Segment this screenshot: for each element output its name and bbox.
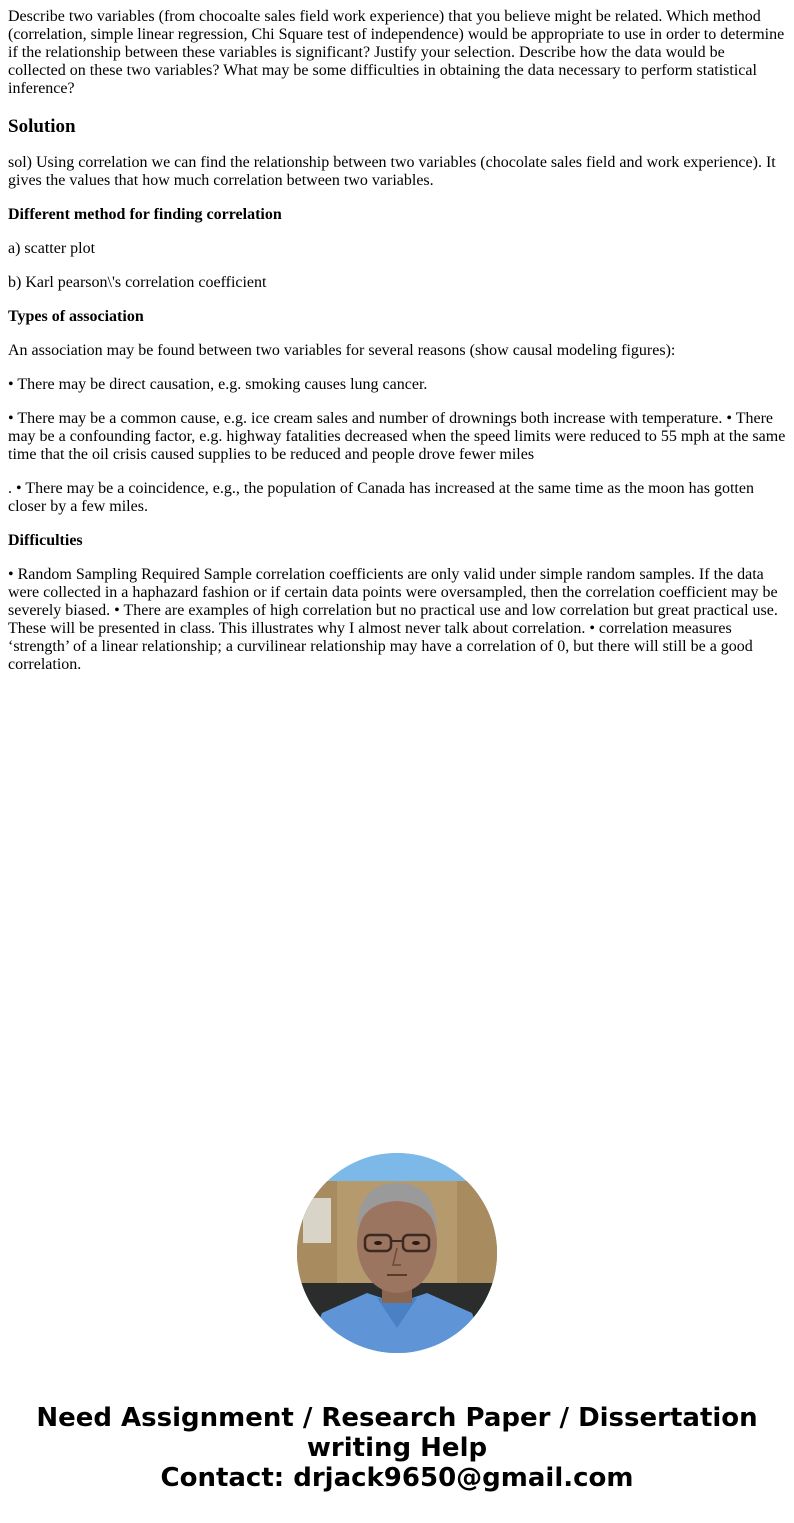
methods-heading: Different method for finding correlation (8, 206, 282, 223)
association-heading: Types of association (8, 308, 144, 325)
person-photo-icon (297, 1153, 497, 1353)
difficulties-text: • Random Sampling Required Sample correlation coefficients are only valid under simple random samples. If the data were collected in a haphazard fashion or if certain data points were oversampled, then the correlation coefficient may be severely biased. • There are examples of high correlation but no practical use and low correlation but great practical use. These will be presented in class. This illustrates why I almost never talk about correlation. • correlation measures ‘strength’ of a linear relationship; a curvilinear relationship may have a correlation of 0, but there will still be a good correlation. (8, 566, 778, 673)
promo-banner (0, 1403, 794, 1493)
promo-line-1: Need Assignment / Research Paper / Dissertation (36, 1403, 758, 1433)
solution-heading: Solution (8, 116, 76, 137)
association-point: • There may be a common cause, e.g. ice cream sales and number of drownings both increase with temperature. • There may be a confounding factor, e.g. highway fatalities decreased when the speed limits were reduced to 55 mph at the same time that the oil crisis caused supplies to be reduced and people drove fewer miles (8, 410, 786, 463)
method-item: a) scatter plot (8, 240, 96, 257)
association-point: . • There may be a coincidence, e.g., the population of Canada has increased at the same time as the moon has gotten closer by a few miles. (8, 480, 754, 515)
promo-line-2: writing Help (306, 1433, 488, 1463)
solution-intro: sol) Using correlation we can find the relationship between two variables (chocolate sales field and work experience). It gives the values that how much correlation between two variables. (8, 154, 776, 189)
association-point: • There may be direct causation, e.g. smoking causes lung cancer. (8, 376, 428, 393)
promo-contact: Contact: drjack9650@gmail.com (160, 1463, 634, 1493)
method-item: b) Karl pearson\'s correlation coefficient (8, 274, 267, 291)
document-body (8, 8, 786, 690)
difficulties-heading: Difficulties (8, 532, 83, 549)
question-text: Describe two variables (from chocoalte sales field work experience) that you believe might be related. Which method (correlation, simple linear regression, Chi Square test of independence) would be appropriate to use in order to determine if the relationship between these variables is significant? Justify your selection. Describe how the data would be collected on these two variables? What may be some difficulties in obtaining the data necessary to perform statistical inference? (8, 8, 785, 97)
association-intro: An association may be found between two variables for several reasons (show causal modeling figures): (8, 342, 676, 359)
avatar (297, 1153, 497, 1353)
